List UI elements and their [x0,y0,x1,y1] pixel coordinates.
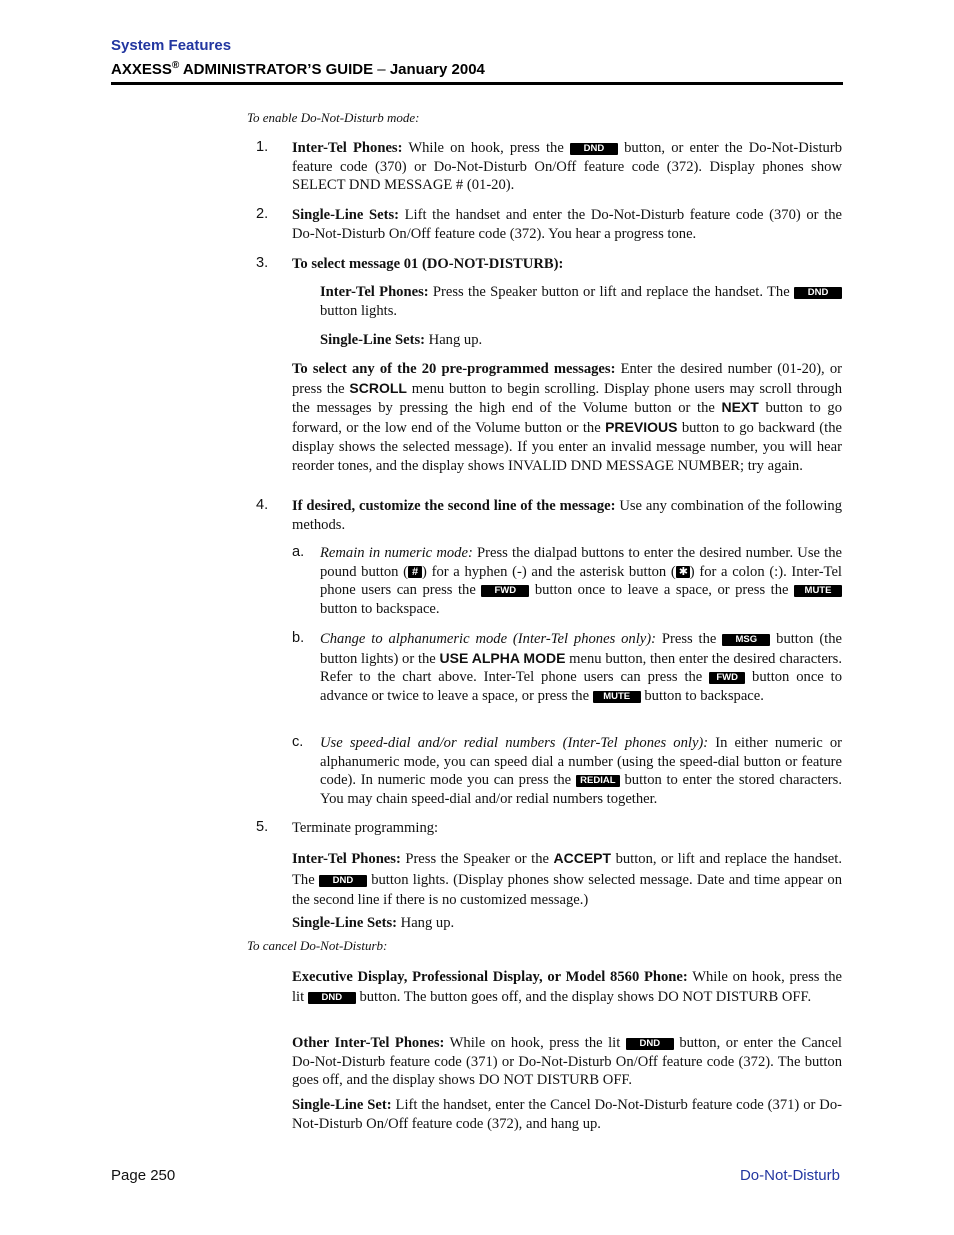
msg-key: MSG [722,634,770,646]
header-section: System Features [111,37,232,54]
registered-mark: ® [171,60,180,71]
previous-menu: PREVIOUS [605,419,678,436]
header-date: January 2004 [389,61,485,78]
step-3-heading: To select message 01 (DO-NOT-DISTURB): [292,256,564,272]
dnd-key: DND [319,875,367,887]
substep-a-text: Remain in numeric mode: Press the dialpad buttons to enter the desired number. Use the pound button ( # ) for a hyphen (-) and the asterisk button ( ✱ ) for a colon (:). Inter-Tel phone users can press the FWD button once to leave a space, or press the MUTE button to backspace. [320,545,843,618]
cancel-executive: Executive Display, Professional Display, or Model 8560 Phone: While on hook, press the lit DND button. The button goes off, and the display shows DO NOT DISTURB OFF. [292,969,843,1005]
step-3-intertel: Inter-Tel Phones: Press the Speaker button or lift and replace the handset. The DND button lights. [320,283,842,320]
dnd-key: DND [626,1038,674,1050]
redial-key: REDIAL [576,775,620,787]
step-3-number: 3. [256,255,269,271]
substep-b-text: Change to alphanumeric mode (Inter-Tel phones only): Press the MSG button (the button lights) or the USE ALPHA MODE menu button, then enter the desired characters. Refer to the chart above. Inter-Tel phone users can press the FWD button once to advance or twice to leave a space, or press the MUTE button to backspace. [320,631,843,705]
cancel-other-intertel: Other Inter-Tel Phones: While on hook, press the lit DND button, or enter the Cancel Do-Not-Disturb feature code (371) or Do-Not-Disturb On/Off feature code (372). The button goes off, and the display shows DO NOT DISTURB OFF. [292,1035,842,1089]
cancel-singleline: Single-Line Set: Lift the handset, enter the Cancel Do-Not-Disturb feature code (371) or Do-Not-Disturb On/Off feature code (372), and hang up. [292,1097,842,1132]
step-4-number: 4. [256,497,269,513]
fwd-key: FWD [481,585,529,597]
fwd-key: FWD [709,672,745,684]
step-1-text: Inter-Tel Phones: While on hook, press the DND button, or enter the Do-Not-Disturb feature code (370) or Do-Not-Disturb On/Off feature code (372). Display phones show SELECT DND MESSAGE # (01-20). [292,140,842,194]
dnd-key: DND [570,143,618,155]
dnd-key: DND [794,287,842,299]
footer-page-number: Page 250 [111,1167,176,1184]
mute-key: MUTE [593,691,641,703]
step-5-text: Terminate programming: [292,820,439,836]
substep-c-text: Use speed-dial and/or redial numbers (Inter-Tel phones only): In either numeric or alphanumeric mode, you can speed dial a number (using the speed-dial button or feature code). In numeric mode you can press the REDIAL button to enter the stored characters. You may chain speed-dial and/or redial numbers together. [320,735,842,808]
step-1-number: 1. [256,139,269,155]
step-2-text: Single-Line Sets: Lift the handset and enter the Do-Not-Disturb feature code (370) or the Do-Not-Disturb On/Off feature code (372). You hear a progress tone. [292,207,843,242]
header-rule [111,82,843,85]
header-separator: – [373,61,390,78]
step-5-singleline: Single-Line Sets: Hang up. [292,915,455,931]
dnd-key: DND [308,992,356,1004]
step-2-number: 2. [256,206,269,222]
header-guide-prefix: AXXESS [111,61,172,78]
scroll-menu: SCROLL [349,379,407,396]
accept-menu: ACCEPT [553,850,612,866]
next-menu: NEXT [721,399,759,416]
substep-b-letter: b. [292,630,305,646]
heading-enable: To enable Do-Not-Disturb mode: [247,110,420,125]
header-guide-name: ADMINISTRATOR’S GUIDE [179,61,374,78]
pound-key: # [408,566,422,578]
step-5-intertel: Inter-Tel Phones: Press the Speaker or the ACCEPT button, or lift and replace the handset. The DND button lights. (Display phones show selected message. Date and time appear on the second line if there is no customized message.) [292,850,842,908]
header-guide-title [111,60,485,78]
step-4-text: If desired, customize the second line of the message: Use any combination of the following methods. [292,498,842,533]
substep-a-letter: a. [292,544,305,560]
use-alpha-menu: USE ALPHA MODE [439,649,566,666]
heading-cancel: To cancel Do-Not-Disturb: [247,938,388,953]
step-3-any-message: To select any of the 20 pre-programmed messages: Enter the desired number (01-20), or press the SCROLL menu button to begin scrolling. Display phone users may scroll through the messages by pressing the high end of the Volume button or the NEXT button to go forward, or the low end of the Volume button or the PREVIOUS button to go backward (the display shows the selected message). If you enter an invalid message number, you will hear reorder tones, and the display shows INVALID DND MESSAGE NUMBER; try again. [292,361,842,474]
step-3-singleline: Single-Line Sets: Hang up. [320,332,483,348]
mute-key: MUTE [794,585,842,597]
step-5-number: 5. [256,819,269,835]
footer-topic: Do-Not-Disturb [739,1167,840,1184]
substep-c-letter: c. [292,734,304,750]
star-key: ✱ [676,566,690,578]
